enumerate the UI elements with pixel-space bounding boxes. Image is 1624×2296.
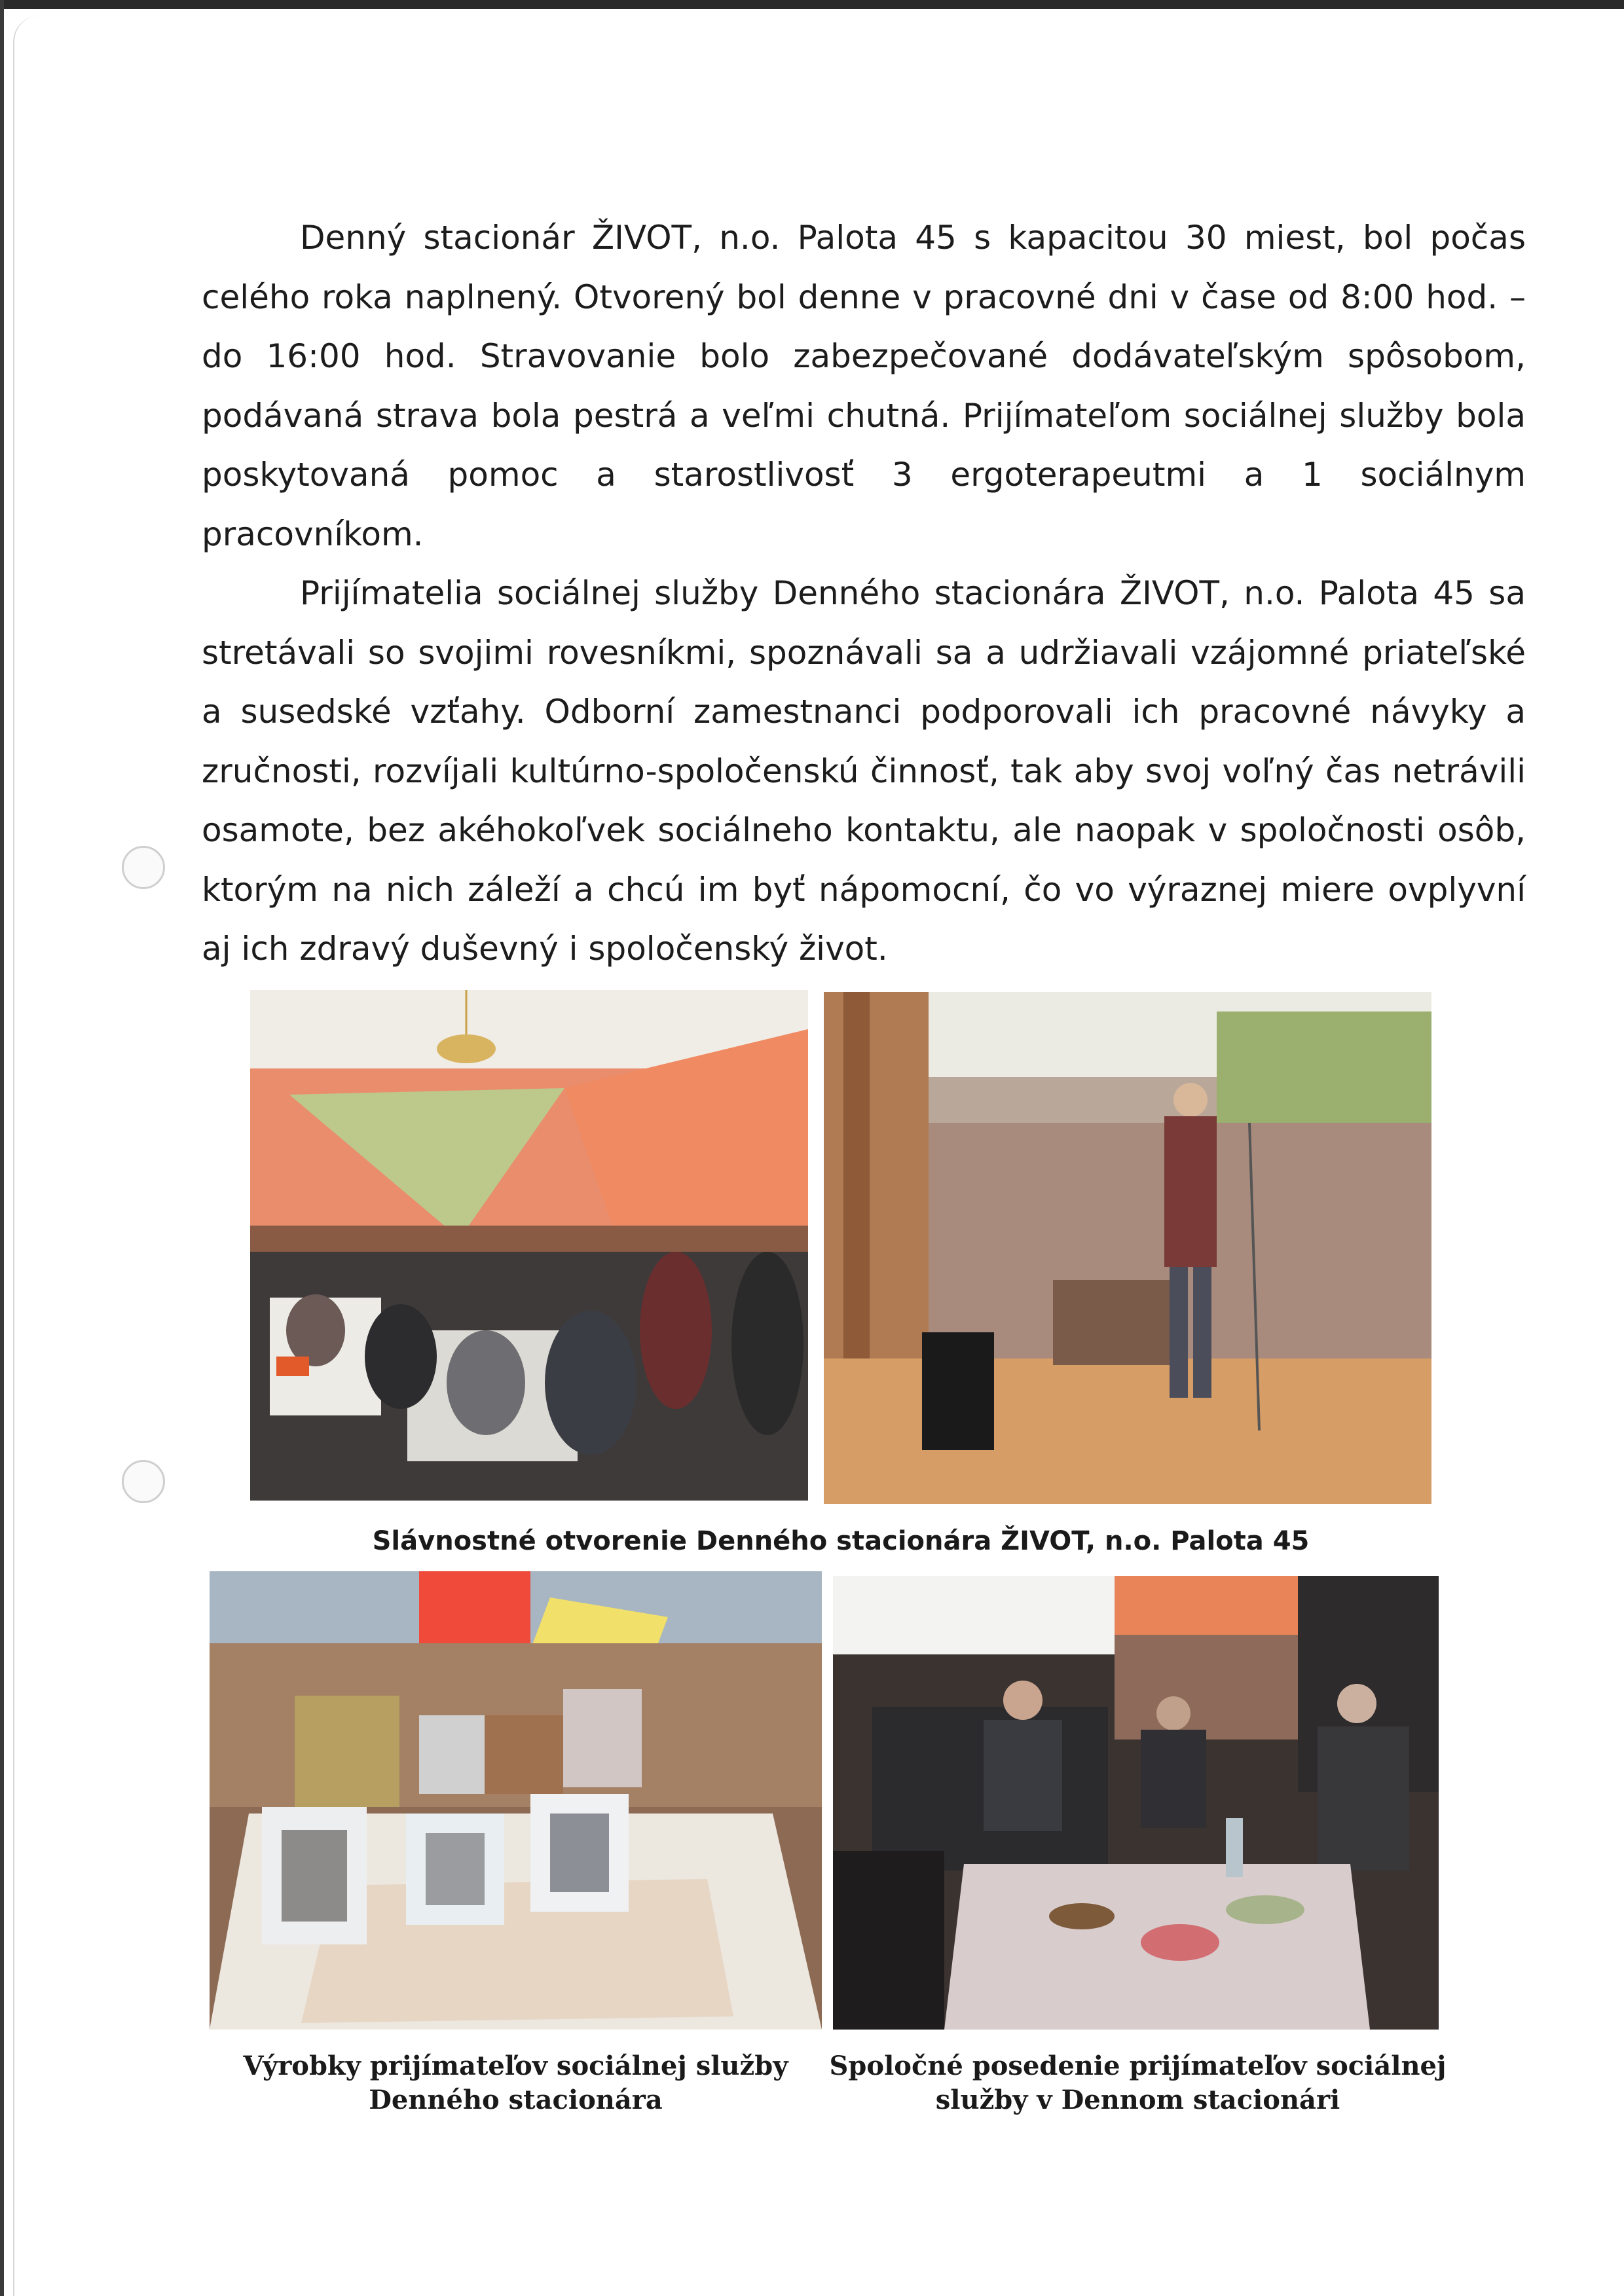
caption-gathering-line-2: služby v Dennom stacionári xyxy=(935,2085,1340,2115)
caption-opening: Slávnostné otvorenie Denného stacionára ŽIVOT, n.o. Palota 45 xyxy=(372,1526,1310,1556)
paragraph-2: Prijímatelia sociálnej služby Denného stacionára ŽIVOT, n.o. Palota 45 sa stretávali so svojimi rovesníkmi, spoznávali sa a udržiavali vzájomné priateľské a susedské vzťahy. Odborní zamestnanci podporovali ich pracovné návyky a zručnosti, rozvíjali kultúrno-spoločenskú činnosť, tak aby svoj voľný čas netrávili osamote, bez akéhokoľvek sociálneho kontaktu, ale naopak v spoločnosti osôb, ktorým na nich záleží a chcú im byť nápomocní, čo vo výraznej miere ovplyvní aj ich zdravý duševný i spoločenský život. xyxy=(202,574,1526,968)
photo-gathering xyxy=(833,1576,1439,2030)
scan-edge-left xyxy=(0,0,4,2296)
photo-opening-hall xyxy=(250,990,808,1501)
caption-gathering xyxy=(819,2049,1457,2117)
photo-opening-stage xyxy=(824,992,1431,1504)
scan-edge-top xyxy=(0,0,1624,9)
paragraph-1: Denný stacionár ŽIVOT, n.o. Palota 45 s kapacitou 30 miest, bol počas celého roka naplnený. Otvorený bol denne v pracovné dni v čase od 8:00 hod. – do 16:00 hod. Stravovanie bolo zabezpečované dodávateľským spôsobom, podávaná strava bola pestrá a veľmi chutná. Prijímateľom sociálnej služby bola poskytovaná pomoc a starostlivosť 3 ergoterapeutmi a 1 sociálnym pracovníkom. xyxy=(202,219,1526,553)
caption-products xyxy=(196,2049,835,2117)
punch-hole xyxy=(122,1460,165,1503)
photo-handmade-frames xyxy=(210,1571,822,2030)
caption-products-line-1: Výrobky prijímateľov sociálnej služby xyxy=(243,2050,788,2081)
caption-products-line-2: Denného stacionára xyxy=(369,2085,663,2115)
body-text xyxy=(202,208,1526,979)
punch-hole xyxy=(122,846,165,889)
caption-gathering-line-1: Spoločné posedenie prijímateľov sociálnej xyxy=(829,2050,1447,2081)
